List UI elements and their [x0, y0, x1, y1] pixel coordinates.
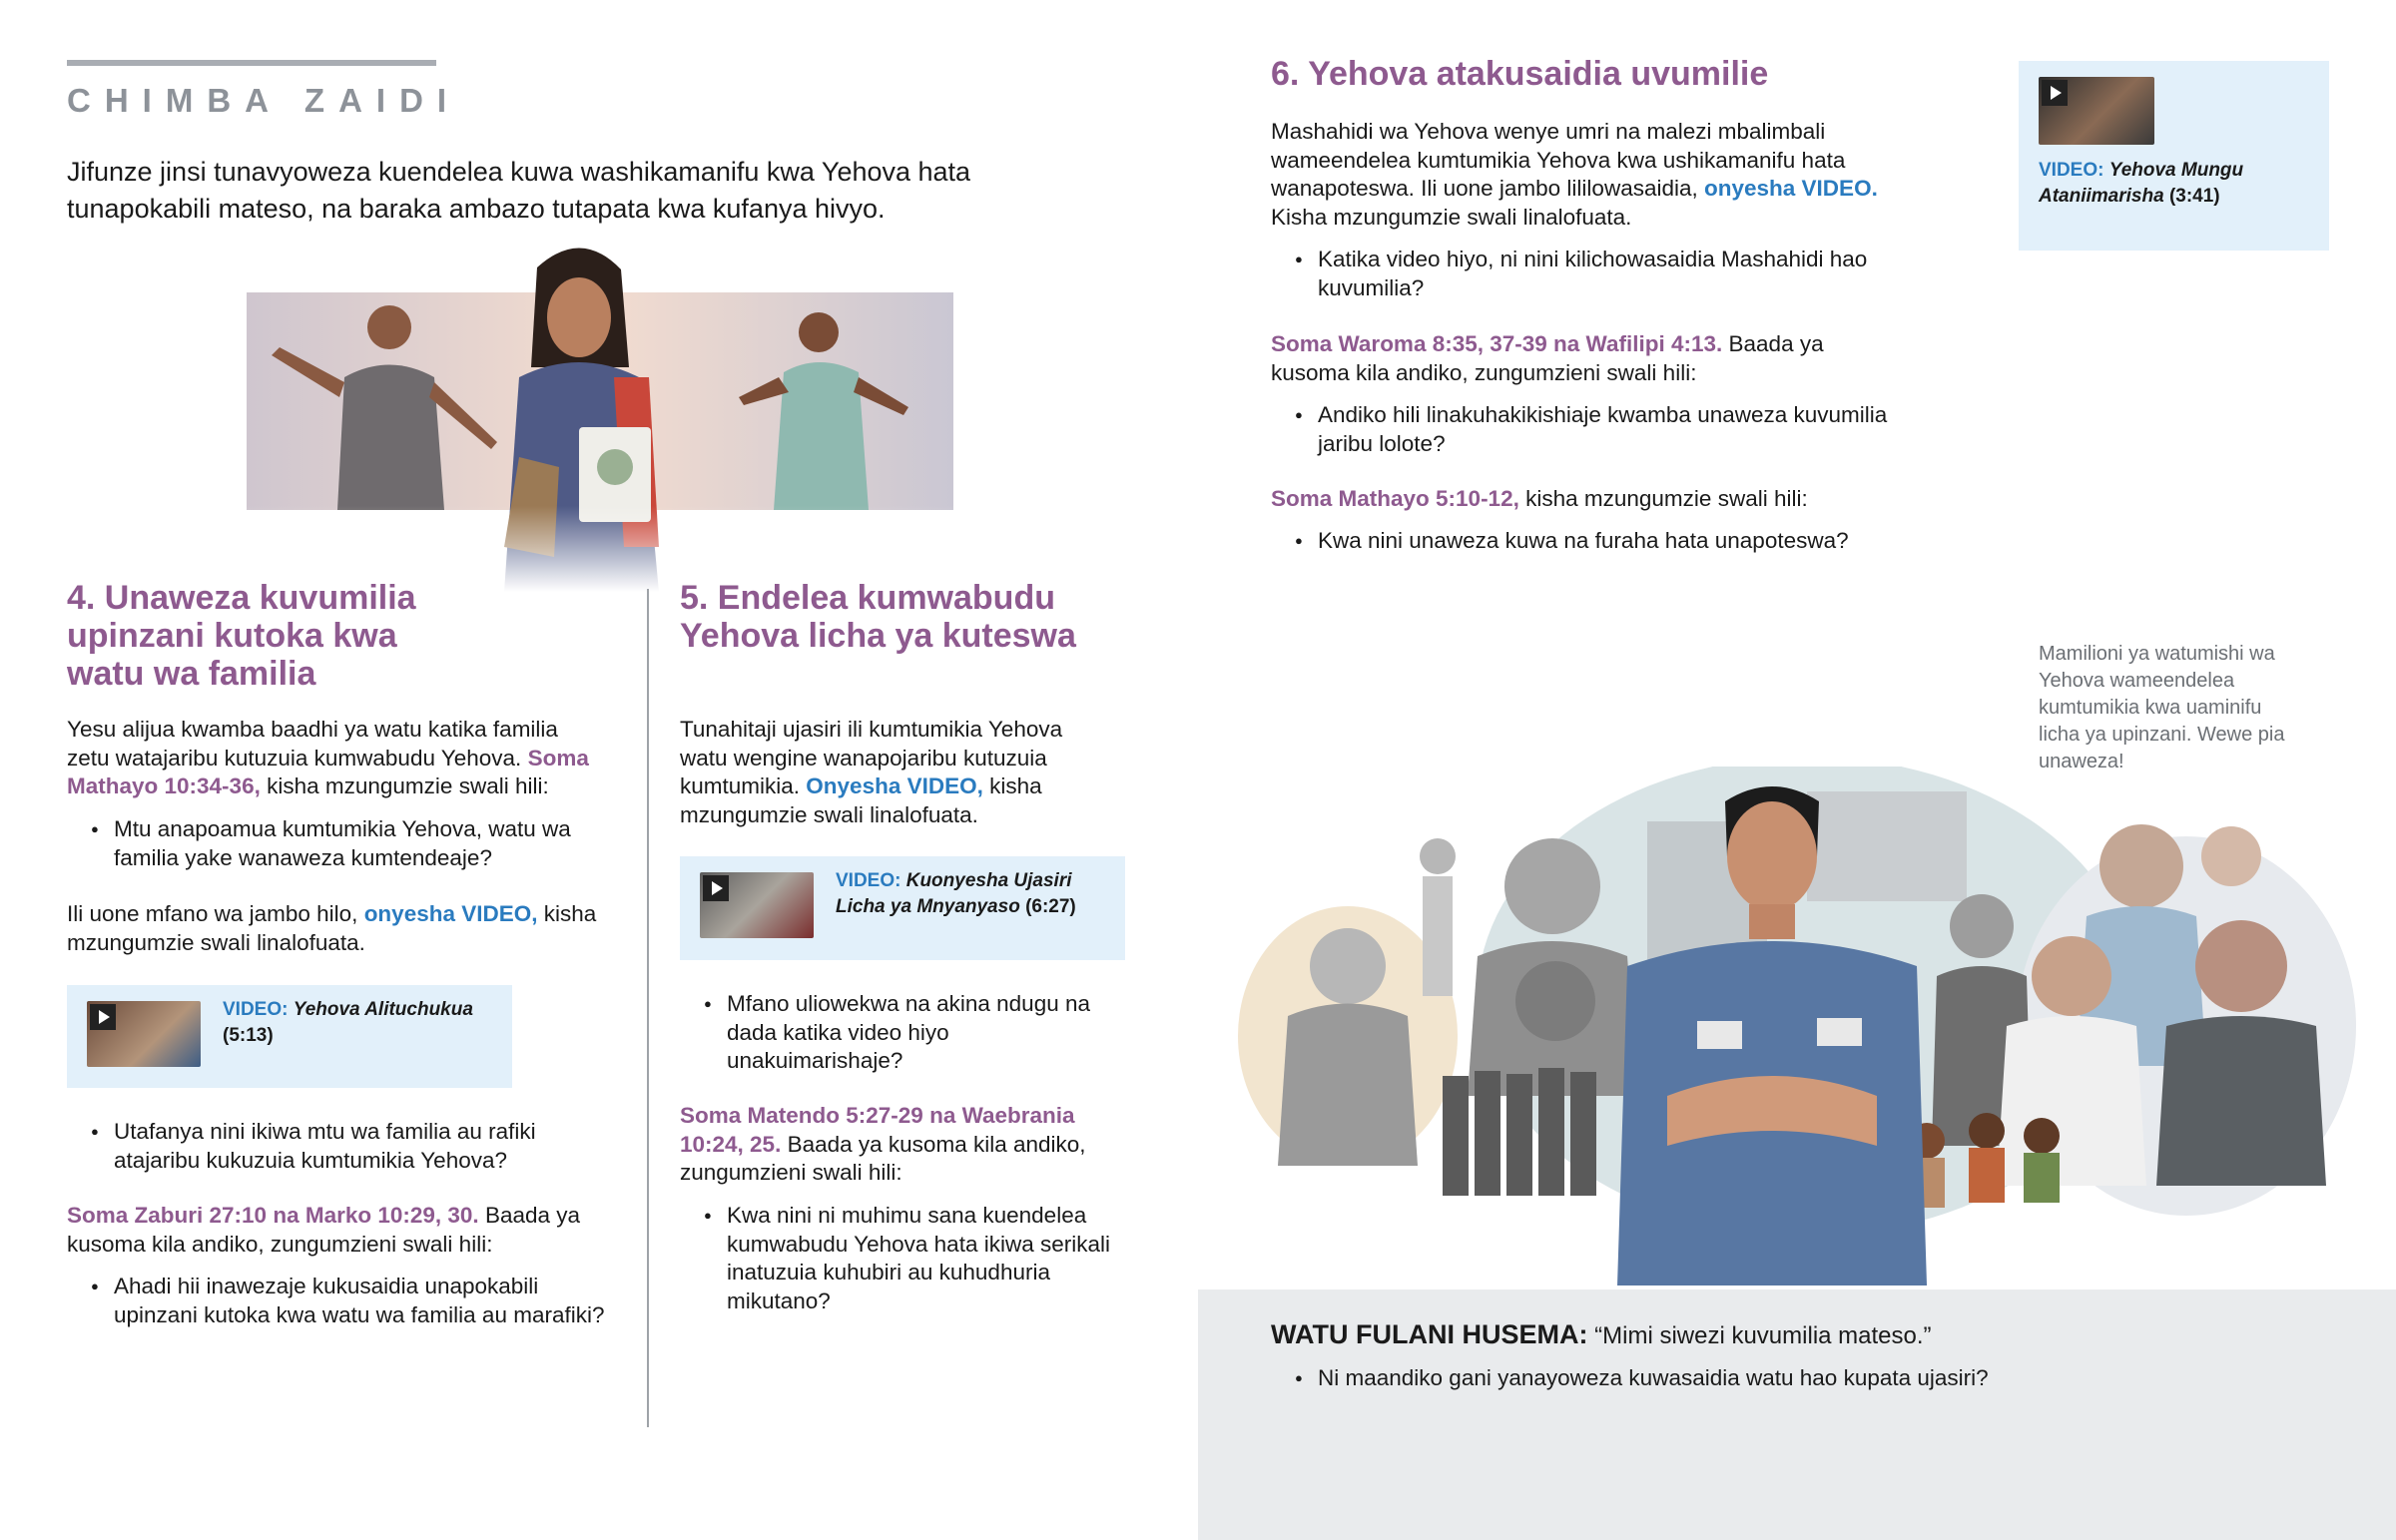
- collage-caption: Mamilioni ya watumishi wa Yehova wameendelea kumtumikia kwa uaminifu licha ya upinzani. Wewe pia unaweza!: [2039, 643, 2285, 772]
- para-text: Mashahidi wa Yehova wenye umri na malezi mbalimbali wameendelea kumtumikia Yehova kwa ushikamanifu hata wanapoteswa. Ili uone jambo lililowasaidia,: [1271, 119, 1846, 201]
- para-text: kisha mzungumzie swali linalofuata.: [67, 901, 597, 955]
- column-divider: [647, 589, 649, 1427]
- video-box-5[interactable]: [680, 856, 1125, 960]
- para-text: Baada ya kusoma kila andiko, zungumzieni swali hili:: [680, 1131, 1086, 1185]
- scripture-ref[interactable]: Soma Waroma 8:35, 37-39 na Wafilipi 4:13.: [1271, 331, 1723, 356]
- section-6-para-2: [1271, 330, 1890, 387]
- video-label: [2039, 158, 2298, 210]
- play-icon: [703, 875, 729, 901]
- section-5-question-list-2: [680, 1202, 1139, 1315]
- video-label: [223, 997, 502, 1049]
- question-item: ● Mfano uliowekwa na akina ndugu na dada katika video hiyo unakuimarishaje?: [680, 990, 1099, 1076]
- video-title[interactable]: Yehova Alituchukua: [293, 999, 473, 1020]
- section-4-question-list-2: [67, 1118, 606, 1175]
- video-duration: (3:41): [2168, 186, 2220, 207]
- video-label: [836, 868, 1115, 920]
- section-6-question-list-3: [1271, 527, 1970, 556]
- hero-illustration: [220, 248, 958, 592]
- para-text: kisha mzungumzie swali hili:: [1525, 486, 1808, 511]
- para-text: Yesu alijua kwamba baadhi ya watu katika familia zetu watajaribu kutuzuia kumwabudu Yehova.: [67, 717, 558, 770]
- para-text: Baada ya kusoma kila andiko, zungumzieni swali hili:: [1271, 331, 1824, 385]
- section-4-question-list-1: [67, 815, 606, 872]
- question-item: ● Ni maandiko gani yanayoweza kuwasaidia watu hao kupata ujasiri?: [1271, 1364, 2319, 1393]
- video-tag: VIDEO:: [2039, 160, 2104, 181]
- section-4-para-1: [67, 716, 606, 801]
- section-4-heading: 4. Unaweza kuvumilia upinzani kutoka kwa watu wa familia: [67, 579, 416, 693]
- question-item: ● Ahadi hii inawezaje kukusaidia unapokabili upinzani kutoka kwa watu wa familia au marafiki?: [67, 1273, 606, 1329]
- section-6-para-3: [1271, 485, 1890, 514]
- question-item: ● Utafanya nini ikiwa mtu wa familia au rafiki atajaribu kukuzuia kumtumikia Yehova?: [67, 1118, 606, 1175]
- scripture-ref[interactable]: Soma Mathayo 10:34-36,: [67, 745, 589, 798]
- section-4-para-3: [67, 1202, 586, 1259]
- video-title[interactable]: Kuonyesha Ujasiri Licha ya Mnyanyaso: [836, 870, 1072, 917]
- video-duration: (5:13): [223, 1025, 274, 1046]
- play-icon: [90, 1004, 116, 1030]
- para-text: Baada ya kusoma kila andiko, zungumzieni swali hili:: [67, 1203, 581, 1257]
- show-video-link[interactable]: Onyesha VIDEO,: [806, 773, 983, 798]
- video-title[interactable]: Yehova Mungu Ataniimarisha: [2039, 160, 2244, 207]
- witnesses-collage-illustration: [1228, 767, 2356, 1285]
- section-6-heading: 6. Yehova atakusaidia uvumilie: [1271, 55, 1769, 93]
- question-item: ● Kwa nini unaweza kuwa na furaha hata unapoteswa?: [1271, 527, 1970, 556]
- section-5-heading: 5. Endelea kumwabudu Yehova licha ya kuteswa: [680, 579, 1076, 655]
- video-tag: VIDEO:: [836, 870, 901, 891]
- question-item: ● Mtu anapoamua kumtumikia Yehova, watu wa familia yake wanaweza kumtendeaje?: [67, 815, 606, 872]
- some-say-quote: “Mimi siwezi kuvumilia mateso.”: [1594, 1322, 1932, 1349]
- section-5-para-1: [680, 716, 1109, 829]
- scripture-ref[interactable]: Soma Matendo 5:27-29 na Waebrania 10:24, 25.: [680, 1103, 1075, 1157]
- para-text: Kisha mzungumzie swali linalofuata.: [1271, 204, 1632, 230]
- section-4-question-list-3: [67, 1273, 606, 1329]
- para-text: Ili uone mfano wa jambo hilo,: [67, 901, 358, 926]
- video-box-6[interactable]: [2019, 61, 2329, 251]
- video-box-4[interactable]: [67, 985, 512, 1088]
- some-say-line: [1271, 1317, 2319, 1353]
- some-say-label: WATU FULANI HUSEMA:: [1271, 1319, 1588, 1349]
- para-text: Tunahitaji ujasiri ili kumtumikia Yehova watu wengine wanapojaribu kutuzuia kumtumikia.: [680, 717, 1063, 798]
- show-video-link[interactable]: onyesha VIDEO,: [363, 901, 538, 926]
- play-icon: [2042, 80, 2068, 106]
- video-duration: (6:27): [1025, 896, 1076, 917]
- some-say-question-list: [1271, 1364, 2319, 1393]
- video-thumbnail[interactable]: [87, 1001, 201, 1067]
- para-text: kisha mzungumzie swali hili:: [267, 773, 549, 798]
- intro-text: Jifunze jinsi tunavyoweza kuendelea kuwa washikamanifu kwa Yehova hata tunapokabili mateso, na baraka ambazo tutapata kwa kufanya hivyo.: [67, 157, 971, 224]
- video-thumbnail[interactable]: [700, 872, 814, 938]
- section-5-para-2: [680, 1102, 1099, 1188]
- scripture-ref[interactable]: Soma Zaburi 27:10 na Marko 10:29, 30.: [67, 1203, 479, 1228]
- section-5-question-list-1: [680, 990, 1099, 1076]
- section-6-question-list-1: [1271, 246, 1890, 302]
- question-item: ● Katika video hiyo, ni nini kilichowasaidia Mashahidi hao kuvumilia?: [1271, 246, 1890, 302]
- para-text: kisha mzungumzie swali linalofuata.: [680, 773, 1042, 827]
- question-item: ● Andiko hili linakuhakikishiaje kwamba unaweza kuvumilia jaribu lolote?: [1271, 401, 1890, 458]
- scripture-ref[interactable]: Soma Mathayo 5:10-12,: [1271, 486, 1519, 511]
- question-item: ● Kwa nini ni muhimu sana kuendelea kumwabudu Yehova hata ikiwa serikali inatuzuia kuhubiri au kuhudhuria mikutano?: [680, 1202, 1139, 1315]
- section-4-para-2: [67, 900, 606, 957]
- section-6-question-list-2: [1271, 401, 1890, 458]
- header-rule: [67, 60, 436, 66]
- section-6-para-1: [1271, 118, 1890, 232]
- show-video-link[interactable]: onyesha VIDEO.: [1704, 176, 1878, 201]
- video-tag: VIDEO:: [223, 999, 289, 1020]
- video-thumbnail[interactable]: [2039, 77, 2154, 145]
- section-kicker: CHIMBA ZAIDI: [67, 82, 461, 119]
